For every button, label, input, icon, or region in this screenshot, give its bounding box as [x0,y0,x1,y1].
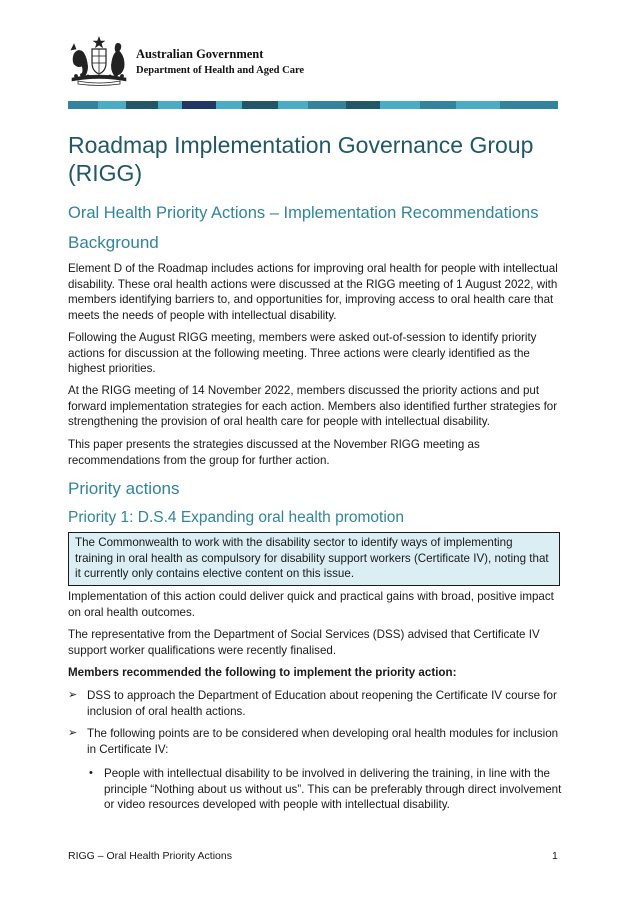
color-bar-segment [420,101,456,109]
org-line-2: Department of Health and Aged Care [136,65,305,76]
color-bar-segment [98,101,126,109]
color-bar-segment [216,101,242,109]
coat-of-arms-icon [68,36,130,86]
recommendation-label: Members recommended the following to implement the priority action: [68,666,457,679]
color-bar-segment [278,101,308,109]
priority-1-action-box: The Commonwealth to work with the disability sector to identify ways of implementing training in oral health as compulsory for disability support workers (Certificate IV), noting that it currently only contains elective content on this issue. [68,532,560,586]
priority-1-paragraph-1: Implementation of this action could deliver quick and practical gains with broad, positive impact on oral health outcomes. [68,590,554,619]
color-bar-segment [380,101,420,109]
background-paragraph-1: Element D of the Roadmap includes actions for improving oral health for people with intellectual disability. These oral health actions were discussed at the RIGG meeting of 1 August 2022, with members identifying barriers to, and opportunities for, improving access to oral health care that meets the needs of people with intellectual disability. [68,262,558,322]
priority-1-heading: Priority 1: D.S.4 Expanding oral health promotion [68,509,405,526]
color-bar-segment [158,101,182,109]
background-paragraph-3: At the RIGG meeting of 14 November 2022, members discussed the priority actions and put forward implementation strategies for each action. Members also identified further strategies for strengthening the provision of oral health care for people with intellectual disability. [68,384,558,428]
footer-document-title: RIGG – Oral Health Priority Actions [68,850,232,862]
arrow-bullet-item-2: The following points are to be considered when developing oral health modules for inclusion in Certificate IV: [87,727,559,756]
org-line-1: Australian Government [136,47,264,61]
document-subtitle: Oral Health Priority Actions – Implementation Recommendations [68,204,539,222]
color-bar-segment [308,101,346,109]
background-paragraph-2: Following the August RIGG meeting, members were asked out-of-session to identify priority actions for discussion at the following meeting. Three actions were clearly identified as the highest priorities. [68,331,537,375]
color-bar-segment [68,101,98,109]
priority-1-paragraph-2: The representative from the Department of Social Services (DSS) advised that Certificate IV support worker qualifications were recently finalised. [68,628,540,657]
page-title: Roadmap Implementation Governance Group (RIGG) [68,132,534,186]
arrow-bullet-icon: ➢ [68,689,78,701]
priority-actions-heading: Priority actions [68,479,180,498]
color-bar-segment [182,101,216,109]
dot-bullet-icon: • [89,767,93,779]
background-heading: Background [68,233,159,252]
color-bar-segment [126,101,158,109]
header-color-bar [68,101,558,109]
background-paragraph-4: This paper presents the strategies discussed at the November RIGG meeting as recommendations from the group for further action. [68,438,480,467]
footer-page-number: 1 [552,850,558,862]
color-bar-segment [346,101,380,109]
arrow-bullet-icon: ➢ [68,727,78,739]
color-bar-segment [242,101,278,109]
color-bar-segment [500,101,558,109]
color-bar-segment [456,101,500,109]
organisation-name [136,46,304,79]
arrow-bullet-item-1: DSS to approach the Department of Education about reopening the Certificate IV course for inclusion of oral health actions. [87,689,557,718]
sub-bullet-item-1: People with intellectual disability to be involved in delivering the training, in line with the principle “Nothing about us without us”. This can be preferably through direct involvement or video resources developed with people with intellectual disability. [104,767,562,811]
